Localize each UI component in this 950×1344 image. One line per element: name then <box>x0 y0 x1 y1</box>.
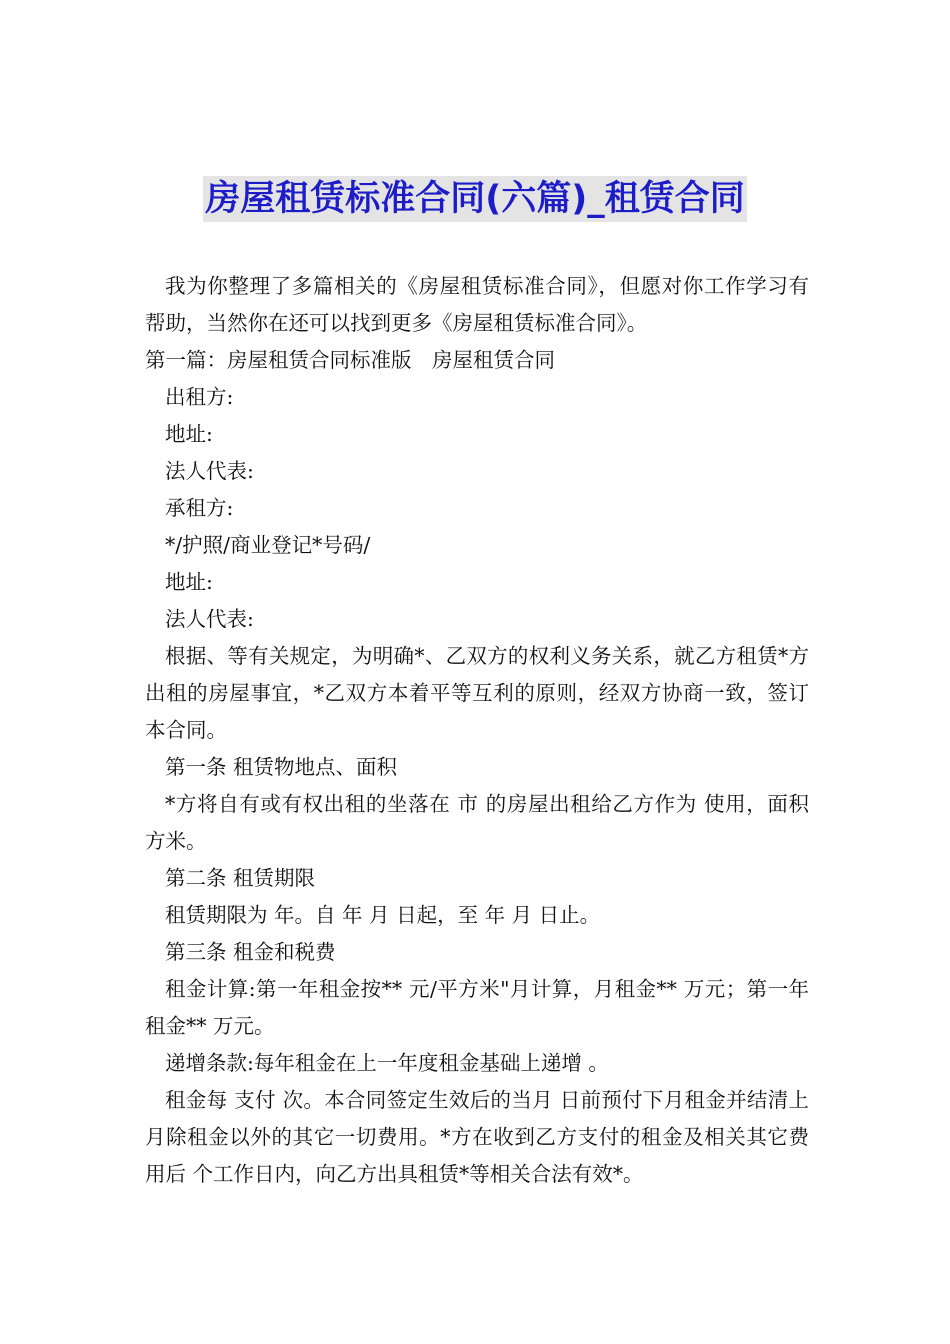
document-paragraph: 我为你整理了多篇相关的《房屋租赁标准合同》，但愿对你工作学习有帮助，当然你在还可以找到更多《房屋租赁标准合同》。 <box>145 274 809 335</box>
document-paragraph: 租赁期限为 年。自 年 月 日起，至 年 月 日止。 <box>165 903 601 927</box>
document-body <box>145 268 809 1193</box>
document-paragraph: 第一篇：房屋租赁合同标准版 房屋租赁合同 <box>145 348 555 372</box>
document-paragraph: 法人代表: <box>165 607 254 631</box>
title-container <box>0 176 950 222</box>
document-paragraph: 第一条 租赁物地点、面积 <box>165 755 398 779</box>
document-paragraph: 租金每 支付 次。本合同签定生效后的当月 日前预付下月租金并结清上月除租金以外的其它一切费用。*方在收到乙方支付的租金及相关其它费用后 个工作日内，向乙方出具租赁*等相关合法有效*。 <box>145 1088 809 1186</box>
document-paragraph: 承租方: <box>165 496 234 520</box>
document-paragraph: 递增条款:每年租金在上一年度租金基础上递增 。 <box>165 1051 609 1075</box>
document-paragraph: 第二条 租赁期限 <box>165 866 316 890</box>
document-paragraph: 地址: <box>165 422 213 446</box>
document-paragraph: */护照/商业登记*号码/ <box>165 533 371 557</box>
document-paragraph: 根据、等有关规定，为明确*、乙双方的权利义务关系，就乙方租赁*方出租的房屋事宜，*乙双方本着平等互利的原则，经双方协商一致，签订本合同。 <box>145 644 809 742</box>
document-title: 房屋租赁标准合同(六篇)_租赁合同 <box>203 176 747 222</box>
document-paragraph: 出租方: <box>165 385 234 409</box>
document-paragraph: 法人代表: <box>165 459 254 483</box>
document-paragraph: 地址: <box>165 570 213 594</box>
document-paragraph: 第三条 租金和税费 <box>165 940 336 964</box>
document-paragraph: *方将自有或有权出租的坐落在 市 的房屋出租给乙方作为 使用，面积 方米。 <box>145 792 809 853</box>
document-paragraph: 租金计算:第一年租金按** 元/平方米"月计算，月租金** 万元；第一年租金** 万元。 <box>145 977 809 1038</box>
